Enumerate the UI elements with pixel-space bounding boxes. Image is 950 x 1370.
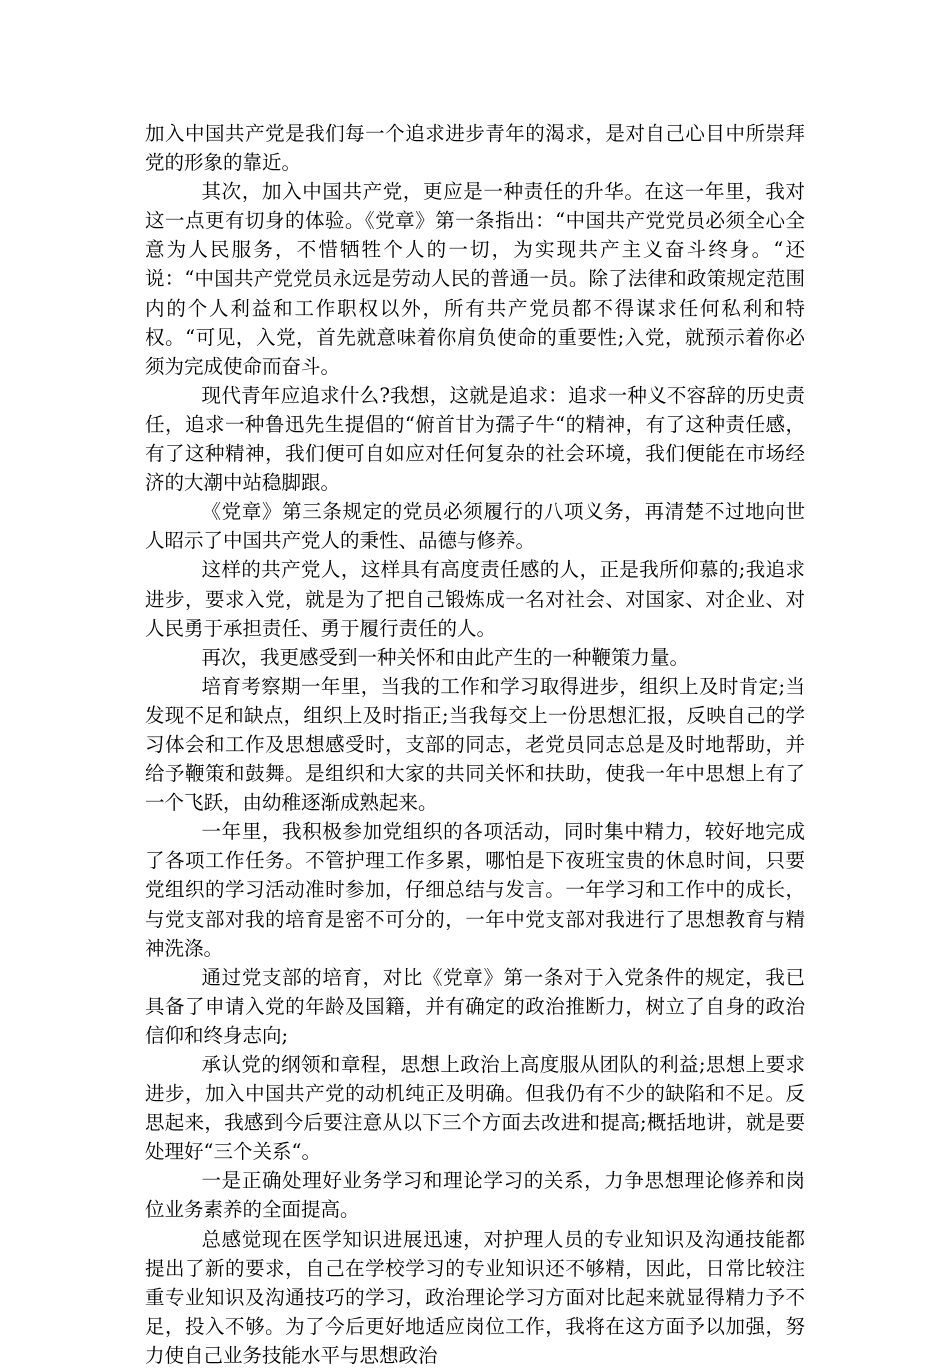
paragraph-5: 这样的共产党人，这样具有高度责任感的人，正是我所仰慕的;我追求进步，要求入党，就是为了把自己锻炼成一名对社会、对国家、对企业、对人民勇于承担责任、勇于履行责任的人。 [145, 558, 805, 640]
paragraph-9: 通过党支部的培育，对比《党章》第一条对于入党条件的规定，我已具备了申请入党的年龄及国籍，并有确定的政治推断力，树立了自身的政治信仰和终身志向; [145, 965, 805, 1047]
paragraph-7: 培育考察期一年里，当我的工作和学习取得进步，组织上及时肯定;当发现不足和缺点，组织上及时指正;当我每交上一份思想汇报，反映自己的学习体会和工作及思想感受时，支部的同志，老党员同志总是及时地帮助，并给予鞭策和鼓舞。是组织和大家的共同关怀和扶助，使我一年中思想上有了一个飞跃，由幼稚逐渐成熟起来。 [145, 674, 805, 815]
paragraph-6: 再次，我更感受到一种关怀和由此产生的一种鞭策力量。 [201, 645, 690, 669]
paragraph-2: 其次，加入中国共产党，更应是一种责任的升华。在这一年里，我对这一点更有切身的体验。《党章》第一条指出：“中国共产党党员必须全心全意为人民服务，不惜牺牲个人的一切，为实现共产主义奋斗终身。“还说：“中国共产党党员永远是劳动人民的普通一员。除了法律和政策规定范围内的个人利益和工作职权以外，所有共产党员都不得谋求任何私利和特权。“可见，入党，首先就意味着你肩负使命的重要性;入党，就预示着你必须为完成使命而奋斗。 [145, 180, 805, 378]
paragraph-4: 《党章》第三条规定的党员必须履行的八项义务，再清楚不过地向世人昭示了中国共产党人的秉性、品德与修养。 [145, 500, 805, 553]
paragraph-8: 一年里，我积极参加党组织的各项活动，同时集中精力，较好地完成了各项工作任务。不管护理工作多累，哪怕是下夜班宝贵的休息时间，只要党组织的学习活动准时参加，仔细总结与发言。一年学习和工作中的成长，与党支部对我的培育是密不可分的，一年中党支部对我进行了思想教育与精神洗涤。 [145, 820, 805, 960]
paragraph-1: 加入中国共产党是我们每一个追求进步青年的渴求，是对自己心目中所崇拜党的形象的靠近。 [145, 122, 805, 175]
document-body [145, 119, 805, 1370]
paragraph-3: 现代青年应追求什么?我想，这就是追求：追求一种义不容辞的历史责任，追求一种鲁迅先生提倡的“俯首甘为孺子牛“的精神，有了这种责任感，有了这种精神，我们便可自如应对任何复杂的社会环境，我们便能在市场经济的大潮中站稳脚跟。 [145, 383, 805, 495]
paragraph-11: 一是正确处理好业务学习和理论学习的关系，力争思想理论修养和岗位业务素养的全面提高。 [145, 1169, 805, 1222]
paragraph-10: 承认党的纲领和章程，思想上政治上高度服从团队的利益;思想上要求进步，加入中国共产党的动机纯正及明确。但我仍有不少的缺陷和不足。反思起来，我感到今后要注意从以下三个方面去改进和提高;概括地讲，就是要处理好“三个关系“。 [145, 1053, 805, 1164]
paragraph-12: 总感觉现在医学知识进展迅速，对护理人员的专业知识及沟通技能都提出了新的要求，自己在学校学习的专业知识还不够精，因此，日常比较注重专业知识及沟通技巧的学习，政治理论学习方面对比起来就显得精力予不足，投入不够。为了今后更好地适应岗位工作，我将在这方面予以加强，努力使自己业务技能水平与思想政治 [145, 1227, 805, 1367]
